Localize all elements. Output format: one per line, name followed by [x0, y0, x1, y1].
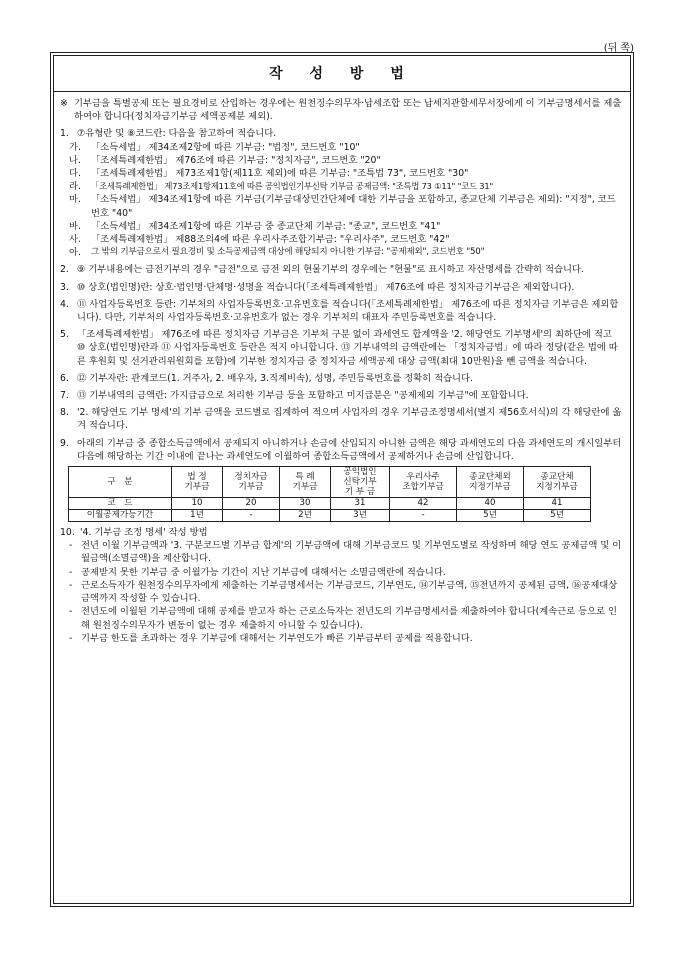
dash-text: 전년 이월 기부금액과 '3. 구분코드별 기부금 합계'의 기부금액에 대해 기부금코드 및 기부연도별로 작성하며 해당 연도 공제금액 및 이월금액(소멸금액)을 계산합니다.: [81, 540, 622, 565]
item-number: 8.: [60, 407, 69, 419]
table-cell: 5년: [457, 510, 524, 522]
item-text: '2. 해당연도 기부 명세'의 기부 금액을 코드별로 집계하여 적으며 사업자의 경우 기부금조정명세서(별지 제56호서식)의 각 해당란에 옮겨 적습니다.: [77, 407, 622, 432]
carryover-period-table: [68, 466, 591, 522]
table-row: [69, 498, 591, 510]
dash-item: [60, 632, 623, 645]
item-number: 9.: [60, 437, 69, 449]
sub-text: 「소득세법」 제34조제1항에 따른 기부금 중 종교단체 기부금: "종교", 코드번호 "41": [91, 220, 441, 232]
back-page-label: (뒤 쪽): [603, 43, 634, 54]
sub-mark: 다.: [69, 168, 81, 180]
sub-text: 「조세특례제한법」 제76조에 따른 기부금: "정치자금", 코드번호 "20": [91, 154, 381, 166]
item-number: 4.: [60, 298, 69, 310]
instruction-item-9: [60, 437, 623, 522]
dash-mark: -: [69, 540, 73, 552]
table-cell: 10: [172, 498, 223, 510]
sub-item: [60, 193, 623, 219]
dash-mark: -: [69, 632, 73, 644]
item-text: 아래의 기부금 중 종합소득금액에서 공제되지 아니하거나 손금에 산입되지 아니한 금액은 해당 과세연도의 다음 과세연도의 개시일부터 다음에 해당하는 기간 이내에 끝나는 과세연도에 이월하여 종합소득금액에서 공제하거나 손금에 산입합니다.: [77, 437, 622, 462]
sub-item: [60, 246, 623, 259]
item-text: ⑩ 상호(법인명)란: 상호·법인명·단체명·성명을 적습니다(「조세특례제한법」 제76조에 따른 정치자금기부금은 제외합니다).: [77, 281, 575, 293]
page-title: 작 성 방 법: [269, 66, 415, 82]
column-header: 법 정 기부금: [172, 467, 223, 498]
title-divider: [53, 91, 631, 92]
instructions-body: [60, 97, 623, 649]
table-row: [69, 510, 591, 522]
dash-text: 전년도에 이월된 기부금액에 대해 공제를 받고자 하는 근로소득자는 전년도의 기부금명세서를 제출하여야 합니다(계속근로 등으로 인해 원천징수의무자가 변동이 없는 경우 제출하지 아니할 수 있습니다).: [81, 606, 617, 631]
table-cell: 3년: [331, 510, 390, 522]
table-cell: 31: [331, 498, 390, 510]
dash-text: 근로소득자가 원천징수의무자에게 제출하는 기부금명세서는 기부금코드, 기부연도, ⑭기부금액, ⑮전년까지 공제된 금액, ⑯공제대상금액까지 작성할 수 있습니다.: [81, 579, 618, 605]
item-lead: '4. 기부금 조정 명세' 작성 방법: [80, 527, 208, 539]
table-cell: 30: [280, 498, 331, 510]
instruction-item-2: [60, 263, 623, 276]
item-number: 2.: [60, 264, 69, 276]
item-number: 5.: [60, 329, 69, 341]
sub-mark: 라.: [69, 181, 81, 193]
sub-mark: 아.: [69, 247, 81, 259]
sub-text: 「조세특례제한법」 제73조제1항제11호에 따른 공익법인기부신탁 기부금 공제금액: "조특법 73 ①11" "코드 31": [91, 181, 494, 192]
instruction-item-4: [60, 298, 623, 324]
table-cell: 5년: [524, 510, 591, 522]
table-cell: 40: [457, 498, 524, 510]
item-text: ⑬ 기부내역의 금액란: 가지급금으로 처리한 기부금 등을 포함하고 미지급분은 "공제제외 기부금"에 포함합니다.: [77, 390, 529, 402]
column-header: 정치자금 기부금: [223, 467, 280, 498]
table-cell: 이월공제가능기간: [69, 510, 172, 522]
item-lead: ⑦유형란 및 ⑧코드란: 다음을 참고하여 적습니다.: [77, 128, 277, 140]
instruction-item-7: [60, 389, 623, 402]
dash-mark: -: [69, 566, 73, 578]
item-text: ⑨ 기부내용에는 금전기부의 경우 "금전"으로 금전 외의 현물기부의 경우에는 "현물"로 표시하고 자산명세를 간략히 적습니다.: [77, 264, 584, 276]
item-number: 7.: [60, 390, 69, 402]
dash-item: [60, 566, 623, 579]
table-cell: 41: [524, 498, 591, 510]
instruction-item-3: [60, 281, 623, 294]
table-cell: 2년: [280, 510, 331, 522]
sub-item: [60, 233, 623, 246]
instruction-item-5: [60, 328, 623, 368]
item-number: 10.: [60, 527, 75, 539]
column-header: 종교단체외 지정기부금: [457, 467, 524, 498]
dash-item: [60, 579, 623, 605]
item-number: 1.: [60, 128, 69, 140]
table-cell: 1년: [172, 510, 223, 522]
dash-item: [60, 539, 623, 565]
dash-text: 공제받지 못한 기부금 중 이월가능 기간이 지난 기부금에 대해서는 소멸금액란에 적습니다.: [81, 566, 446, 578]
sub-item: [60, 154, 623, 167]
sub-mark: 바.: [69, 220, 81, 232]
sub-mark: 마.: [69, 194, 81, 206]
sub-mark: 사.: [69, 234, 81, 246]
sub-mark: 나.: [69, 154, 81, 166]
column-header: 종교단체 지정기부금: [524, 467, 591, 498]
item-text: ⑫ 기부자란: 관계코드(1. 거주자, 2. 배우자, 3.직계비속), 성명, 주민등록번호를 정확히 적습니다.: [77, 372, 473, 384]
sub-item: [60, 180, 623, 193]
item-number: 6.: [60, 372, 69, 384]
instruction-item-6: [60, 372, 623, 385]
item-text: ⑪ 사업자등록번호 등란: 기부처의 사업자등록번호·고유번호를 적습니다(「조세특례제한법」 제76조에 따른 정치자금 기부금은 제외합니다). 다만, 기부처의 사업자등록번호·고유번호가 없는 경우 기부처의 대표자 주민등록번호를 적습니다.: [77, 298, 619, 324]
item-text: 「조세특례제한법」 제76조에 따른 정치자금 기부금은 기부처 구분 없이 과세연도 합계액을 '2. 해당연도 기부명세'의 최하단에 적고 ⑩ 상호(법인명)란과 ⑪ 사업자등록번호 등란은 적지 아니합니다. ⑬ 기부내역의 금액란에는 「정치자금법」에 따라 정당(같은 법에 따른 후원회 및 선거관리위원회를 포함)에 기부한 정치자금 중 정치자금 세액공제 대상 금액(최대 10만원)을 뺀 금액을 적습니다.: [77, 329, 618, 367]
dash-mark: -: [69, 606, 73, 618]
table-cell: -: [390, 510, 457, 522]
dash-item: [60, 605, 623, 631]
sub-text: 「소득세법」 제34조제1항에 따른 기부금(기부금대상민간단체에 대한 기부금을 포함하고, 종교단체 기부금은 제외): "지정", 코드번호 "40": [91, 194, 616, 219]
instruction-item-1: [60, 127, 623, 259]
intro-text: 기부금을 특별공제 또는 필요경비로 산입하는 경우에는 원천징수의무자·납세조합 또는 납세지관할세무서장에게 이 기부금명세서를 제출하여야 합니다(정치자금기부금 세액공제분 제외).: [74, 98, 622, 123]
sub-item: [60, 141, 623, 154]
instruction-item-8: [60, 406, 623, 432]
table-cell: 코 드: [69, 498, 172, 510]
table-cell: 42: [390, 498, 457, 510]
column-header: 특 례 기부금: [280, 467, 331, 498]
dash-mark: -: [69, 579, 73, 591]
sub-mark: 가.: [69, 141, 81, 153]
instructions-frame: [50, 52, 634, 907]
column-header: 공익법인 신탁기부 기 부 금: [331, 467, 390, 498]
sub-text: 「조세특례제한법」 제73조제1항(제11호 제외)에 따른 기부금: "조특법 73", 코드번호 "30": [91, 168, 469, 180]
sub-text: 「소득세법」 제34조제2항에 따른 기부금: "법정", 코드번호 "10": [91, 141, 360, 153]
note-mark: ※: [60, 98, 68, 109]
dash-text: 기부금 한도를 초과하는 경우 기부금에 대해서는 기부연도가 빠른 기부금부터 공제를 적용합니다.: [81, 632, 473, 644]
column-header: 우리사주 조합기부금: [390, 467, 457, 498]
sub-item: [60, 167, 623, 180]
sub-text: 그 밖의 기부금으로서 필요경비 및 소득공제금액 대상에 해당되지 아니한 기부금: "공제제외", 코드번호 "50": [91, 247, 485, 258]
table-header-row: [69, 467, 591, 498]
intro-note: [60, 97, 623, 123]
instruction-item-10: [60, 526, 623, 645]
table-cell: -: [223, 510, 280, 522]
sub-item: [60, 220, 623, 233]
table-cell: 20: [223, 498, 280, 510]
item-number: 3.: [60, 281, 69, 293]
sub-text: 「조세특례제한법」 제88조의4에 따른 우리사주조합기부금: "우리사주", 코드번호 "42": [91, 234, 450, 246]
column-header: 구 분: [69, 467, 172, 498]
